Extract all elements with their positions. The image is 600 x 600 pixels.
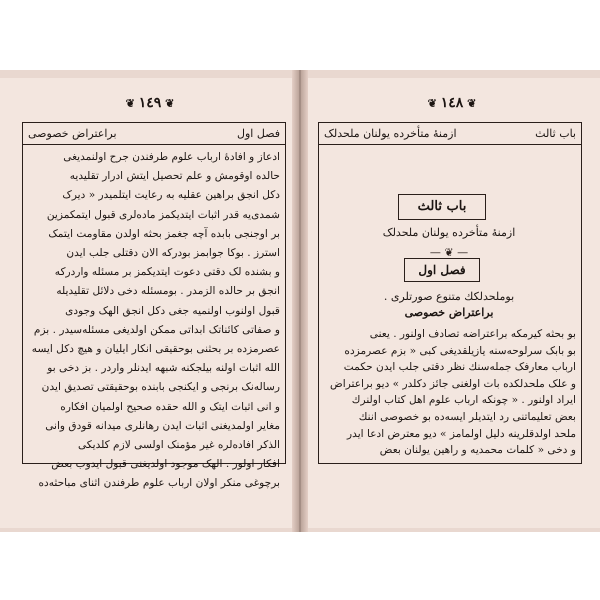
text-line: ایراد اولنور . « چونکه ارباب علوم اهل کتاب اولنرك: [351, 394, 576, 407]
book-gutter: [292, 70, 308, 532]
text-line: بو بابک سرلوحه‌سنه یازیلقدیغی کبی « بزم عصرمزده: [344, 344, 576, 357]
text-line: و دخی « کلمات محمدیه و راهین یولنان بعض: [379, 444, 576, 457]
ornament-icon: ❦: [161, 97, 175, 110]
right-page-number: ❦ ١٤٨ ❦: [427, 95, 477, 111]
text-line: و انی اثبات ایتک و الله حقده صحیح اولمیان افکاره: [60, 400, 280, 413]
text-line: و صفاتی کائناتک ابداتی ممکن اولدیغی مسئله‌سیدر . بزم: [33, 323, 280, 336]
text-line: بعض تعلیماتنی رد ایتدیلر ایسه‌ده بو خصوصی اننك: [358, 410, 576, 423]
text-line: و بشنده لک دقتی دعوت ایتدیکمز بر مسئله واردرکه: [54, 266, 280, 279]
text-line: انجق بر حالده الزمدر . بومسئله دخی دلائل تقلیدیله: [56, 285, 280, 298]
left-page-number: ❦ ١٤٩ ❦: [125, 95, 175, 111]
section-title: فصل اول: [418, 263, 466, 277]
divider-ornament-icon: — ❦ —: [429, 246, 469, 259]
text-line: افکار اولور . الهک موجود اولدیغنی قبول ایدوب بعض: [51, 458, 280, 471]
left-running-header: [22, 123, 286, 145]
right-header-right: باب ثالث: [535, 127, 576, 140]
text-line: و علک ملحدلکده بات اولغنی جائز دکلدر » دیو براعتراض: [329, 377, 576, 390]
text-line: برچوغی منکر اولان ارباب علوم طرفندن اثنای مباحثه‌ده: [38, 477, 280, 490]
text-line: الله اثبات اولنه بیلجکنه شبهه ایدنلر واردر . بز دخی بو: [47, 362, 280, 375]
ornament-icon: ❦: [125, 97, 139, 110]
text-line: حالده اوقومش و علم تحصیل ایتش ادرار تقلیدیه: [69, 170, 280, 183]
chapter-title-box: [398, 194, 486, 220]
text-line: بو بحثه کیرمکه براعتراضه تصادف اولنور . یعنی: [369, 328, 576, 340]
left-body-text: [28, 148, 280, 490]
left-header-left: براعتراض خصوصی: [28, 127, 117, 140]
ornament-icon: ❦: [427, 97, 441, 110]
chapter-subtitle: ازمنهٔ متأخرده یولنان ملحدلک: [382, 226, 516, 239]
chapter-title: باب ثالث: [417, 199, 467, 214]
text-line: الذکر افاده‌لره غیر مؤمنک اولسی لازم کلدیکی: [77, 439, 280, 452]
text-line: عصرمزده بر بحثنی بوحقیقی انکار ایلیان و هیچ دکل ایسه: [31, 343, 280, 356]
text-line: استرز . بوکا جوابمز بودرکه الان دقتلی جلب ایدن: [66, 247, 280, 260]
text-line: قبول اولنوب اولنمیه جغی دکل انجق الهک وجودی: [65, 304, 280, 317]
right-header-left: ازمنهٔ متأخرده یولنان ملحدلک: [324, 127, 457, 140]
right-running-header: [318, 123, 582, 145]
text-line: ادعاز و افادهٔ ارباب علوم طرفندن جرح اولنمدیغی: [63, 151, 280, 163]
section-subtitle-2: براعتراض خصوصی: [404, 306, 494, 319]
text-line: دکل انجق براهین عقلیه به رعایت ایتلمیدر « دیرک: [62, 189, 280, 202]
text-line: ارباب معارفک جمله‌سنك نظر دقتی جلب ایدن حکمت: [343, 361, 576, 374]
text-line: شمدی‌یه قدر اثبات ایتدیکمز ماده‌لری قبول ایتمکمزین: [46, 208, 280, 221]
left-header-right: فصل اول: [237, 127, 280, 140]
text-line: ملحد اولدقلرینه دلیل اولمامز » دیو معترض ادعا ایدر: [347, 427, 576, 440]
right-body-text: [324, 326, 576, 460]
section-subtitle: بوملحدلکك متنوع صورتلری .: [383, 290, 515, 303]
ornament-icon: ❦: [463, 97, 477, 110]
text-line: مغایر اولمدیغنی اثبات ایدن رهانلری میدانه قودق وانی: [45, 419, 280, 432]
text-line: بر اوجنجی بابده آچه جغمز بحثه اولدن مقاومت ایتمک: [48, 227, 280, 240]
text-line: رساله‌نک برنجی و ایکنجی بابنده بوحقیقتی تصدیق ایدن: [41, 381, 280, 394]
section-title-box: [404, 258, 480, 282]
